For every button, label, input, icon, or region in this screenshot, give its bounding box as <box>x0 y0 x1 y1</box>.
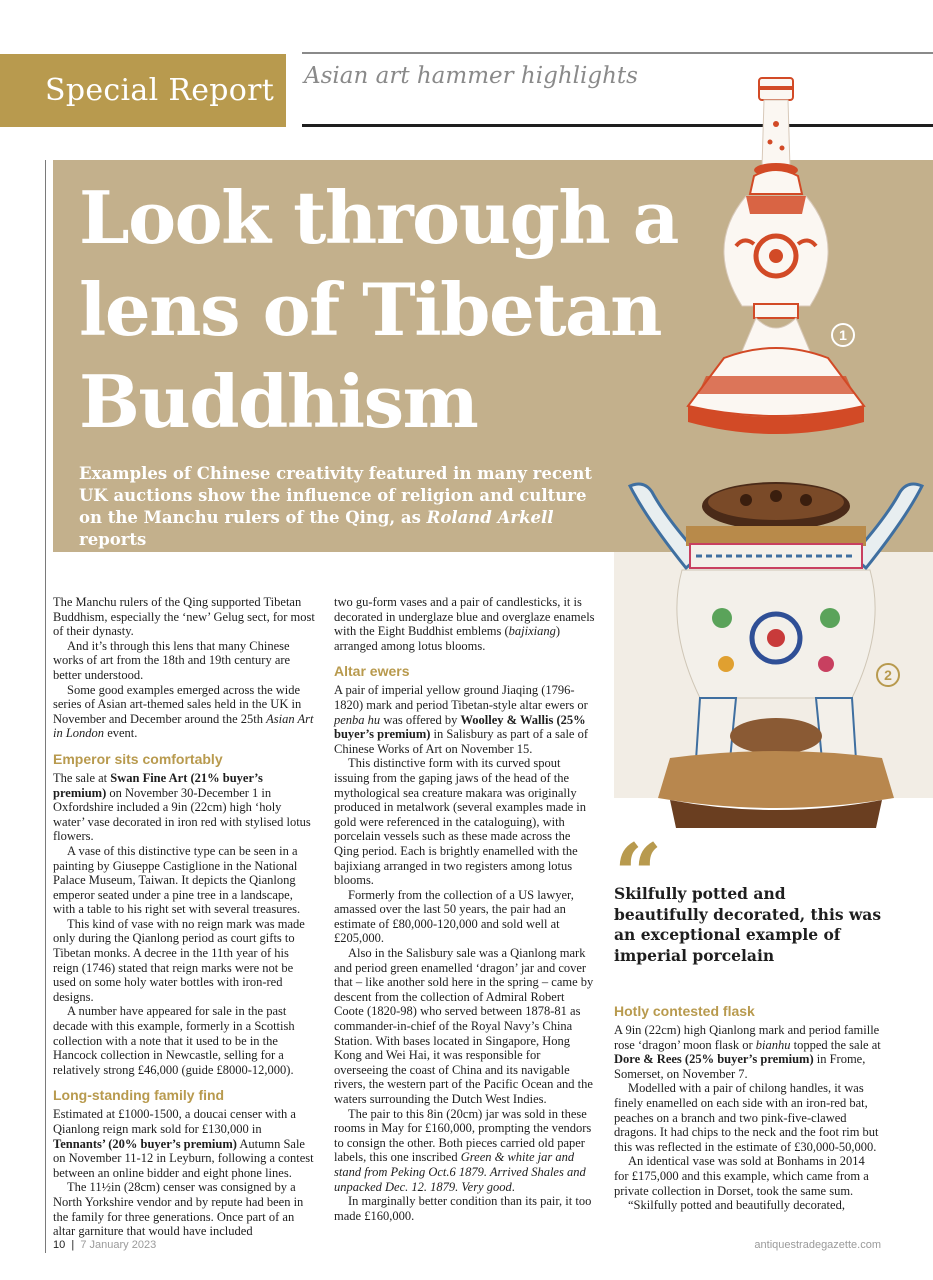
col2-paragraph <box>334 1107 596 1195</box>
col2-paragraph <box>334 595 596 653</box>
col3-paragraph: Modelled with a pair of chilong handles, it was finely enamelled on each side with an iron-red bat, peaches on a branch and two pink-five-clawed dragons. It had chips to the neck and the foot rim but this was reflected in the estimate of £30,000-50,000. <box>614 1081 879 1154</box>
article-column-1 <box>53 595 315 1239</box>
text-run: ) arranged among lotus blooms. <box>334 624 561 653</box>
image-number-2: 2 <box>876 663 900 687</box>
text-run: Autumn Sale on November 11-12 in Leyburn, following a contest between an online bidder and eight phone lines. <box>53 1136 314 1180</box>
col1-paragraph: The Manchu rulers of the Qing supported Tibetan Buddhism, especially the ‘new’ Gelug sect, for most of their dynasty. <box>53 595 315 639</box>
col1-paragraph: A vase of this distinctive type can be seen in a painting by Giuseppe Castiglione in the National Palace Museum, Taiwan. It depicts the Qianlong emperor seated under a pine tree in a landscape, with a table to his right set with several treasures. <box>53 843 301 917</box>
col1-paragraph: And it’s through this lens that many Chinese works of art from the 18th and 19th century are better understood. <box>53 638 291 682</box>
col2-paragraph: In marginally better condition than its pair, it too made £160,000. <box>334 1194 592 1223</box>
text-run: event. <box>104 726 138 741</box>
quote-mark-icon: “ <box>614 825 663 924</box>
text-run: was offered by <box>380 712 461 727</box>
text-run: Some good examples emerged across the wide series of Asian art-themed sales held in the UK in November and December around the 25th <box>53 682 302 726</box>
header-top-rule <box>302 52 933 54</box>
text-run: A pair of imperial yellow ground Jiaqing (1796-1820) mark and period Tibetan-style altar ewers or <box>334 683 588 712</box>
text-run: The pair to this 8in (20cm) jar was sold in these rooms in May for £160,000, prompting the vendors to consign the other. Both pieces carried old paper labels, this one inscribed <box>334 1106 592 1165</box>
text-run: on November 30-December 1 in Oxfordshire included a 9in (22cm) high ‘holy water’ vase decorated in iron red with stylised lotus flowers. <box>53 785 311 844</box>
text-run: two gu-form vases and a pair of candlesticks, it is decorated in underglaze blue and overglaze enamels with the Eight Buddhist emblems ( <box>334 595 595 639</box>
col3-paragraph: An identical vase was sold at Bonhams in 2014 for £175,000 and this example, which came from a private collection in Dorset, took the same sum. <box>614 1154 869 1198</box>
standfirst-tail: reports <box>79 530 147 549</box>
page-vertical-rule <box>45 160 46 1253</box>
col1-paragraph: A number have appeared for sale in the past decade with this example, formerly in a Scottish collection with a note that it used to be in the Hancock collection in Newcastle, selling for a relatively strong £46,000 (guide £8000-12,000). <box>53 1004 295 1077</box>
subheading-family-find: Long-standing family find <box>53 1087 225 1104</box>
text-run: in Frome, Somerset, on November 7. <box>614 1052 866 1081</box>
auction-house: Tennants’ (20% buyer’s premium) <box>53 1136 237 1151</box>
pull-quote: Skilfully potted and beautifully decorated, this was an exceptional example of imperial porcelain <box>614 884 882 965</box>
section-label: Special Report <box>45 73 275 108</box>
site-url[interactable]: antiquestradegazette.com <box>754 1239 881 1251</box>
section-badge <box>0 54 286 127</box>
text-run: topped the sale at <box>790 1037 881 1052</box>
article-column-3 <box>614 1002 882 1213</box>
col3-paragraph <box>614 1023 882 1081</box>
subheading-altar-ewers: Altar ewers <box>334 663 410 680</box>
section-kicker: Asian art hammer highlights <box>304 63 638 89</box>
italic-run: bajixiang <box>508 624 556 639</box>
page-number: 10 <box>53 1239 66 1251</box>
col1-paragraph: The 11½in (28cm) censer was consigned by a North Yorkshire vendor and by repute had been in the family for three generations. Once part of an altar garniture that would have included <box>53 1180 304 1239</box>
text-run: Estimated at £1000-1500, a doucai censer with a Qianlong reign mark sold for £130,000 in <box>53 1107 296 1136</box>
issue-date: 7 January 2023 <box>80 1239 157 1251</box>
italic-run: Green & white jar and stand from Peking Oct.6 1879. Arrived Shales and unpacked Dec. 12. 1879. Very good <box>334 1150 586 1194</box>
standfirst <box>79 463 609 551</box>
italic-run: bianhu <box>755 1037 791 1052</box>
auction-house: Dore & Rees (25% buyer’s premium) <box>614 1052 814 1067</box>
article-column-2 <box>334 595 596 1223</box>
text-run: . <box>511 1179 515 1194</box>
page-footer <box>53 1239 156 1251</box>
subheading-emperor: Emperor sits comfortably <box>53 750 223 767</box>
subheading-flask: Hotly contested flask <box>614 1003 755 1019</box>
text-run: The sale at <box>53 770 111 785</box>
doucai-censer-image <box>626 478 926 832</box>
col2-paragraph: Also in the Salisbury sale was a Qianlong mark and period green enamelled ‘dragon’ jar and cover that – like another sold here in the spring – came by descent from the collection of Admiral Robert Coote (1820-98) who served between 1878-81 as commander-in-chief of the Royal Navy’s China Station. With bases located in Singapore, Hong Kong and Wei Hai, it was responsible for overseeing the coast of China and its navigable rivers, the western part of the Pacific Ocean and the waters surrounding the Dutch West Indies. <box>334 946 594 1106</box>
standfirst-author: Roland Arkell <box>426 508 554 527</box>
italic-run: penba hu <box>334 712 381 727</box>
col1-paragraph <box>53 683 315 741</box>
holy-water-vase-image <box>684 76 868 448</box>
col3-paragraph: “Skilfully potted and beautifully decorated, <box>628 1198 845 1213</box>
col1-paragraph: This kind of vase with no reign mark was made only during the Qianlong period as court gifts to Tibetan monks. A decree in the 11th year of his reign (1746) stated that reign marks were not be used on some holy water bottles with iron-red designs. <box>53 916 305 1004</box>
image-number-1: 1 <box>831 323 855 347</box>
headline: Look through a lens of Tibetan Buddhism <box>79 175 678 444</box>
auction-house: Swan Fine Art (21% buyer’s premium) <box>53 770 263 800</box>
auction-house: Woolley & Wallis (25% buyer’s premium) <box>334 712 586 742</box>
col1-paragraph <box>53 771 315 844</box>
col2-paragraph: Formerly from the collection of a US lawyer, amassed over the last 50 years, the pair had an estimate of £80,000-120,000 and sold well at £205,000. <box>334 887 574 946</box>
col2-paragraph <box>334 683 596 756</box>
text-run: A 9in (22cm) high Qianlong mark and period famille rose ‘dragon’ moon flask or <box>614 1023 880 1052</box>
footer-separator: | <box>71 1239 75 1251</box>
standfirst-text: Examples of Chinese creativity featured in many recent UK auctions show the influence of religion and culture on the Manchu rulers of the Qing, as <box>79 464 593 527</box>
italic-run: Asian Art in London <box>53 711 314 741</box>
col2-paragraph: This distinctive form with its curved spout issuing from the gaping jaws of the head of the mythological sea creature makara was originally produced in metalwork (several examples made in gold were referenced in the cataloguing), with porcelain vessels such as these made across the Qing period. Each is brightly enamelled with the bajixiang arranged in two registers among lotus blooms. <box>334 756 586 888</box>
col1-paragraph <box>53 1107 315 1180</box>
text-run: in Salisbury as part of a sale of Chinese Works of Art on November 15. <box>334 727 589 756</box>
